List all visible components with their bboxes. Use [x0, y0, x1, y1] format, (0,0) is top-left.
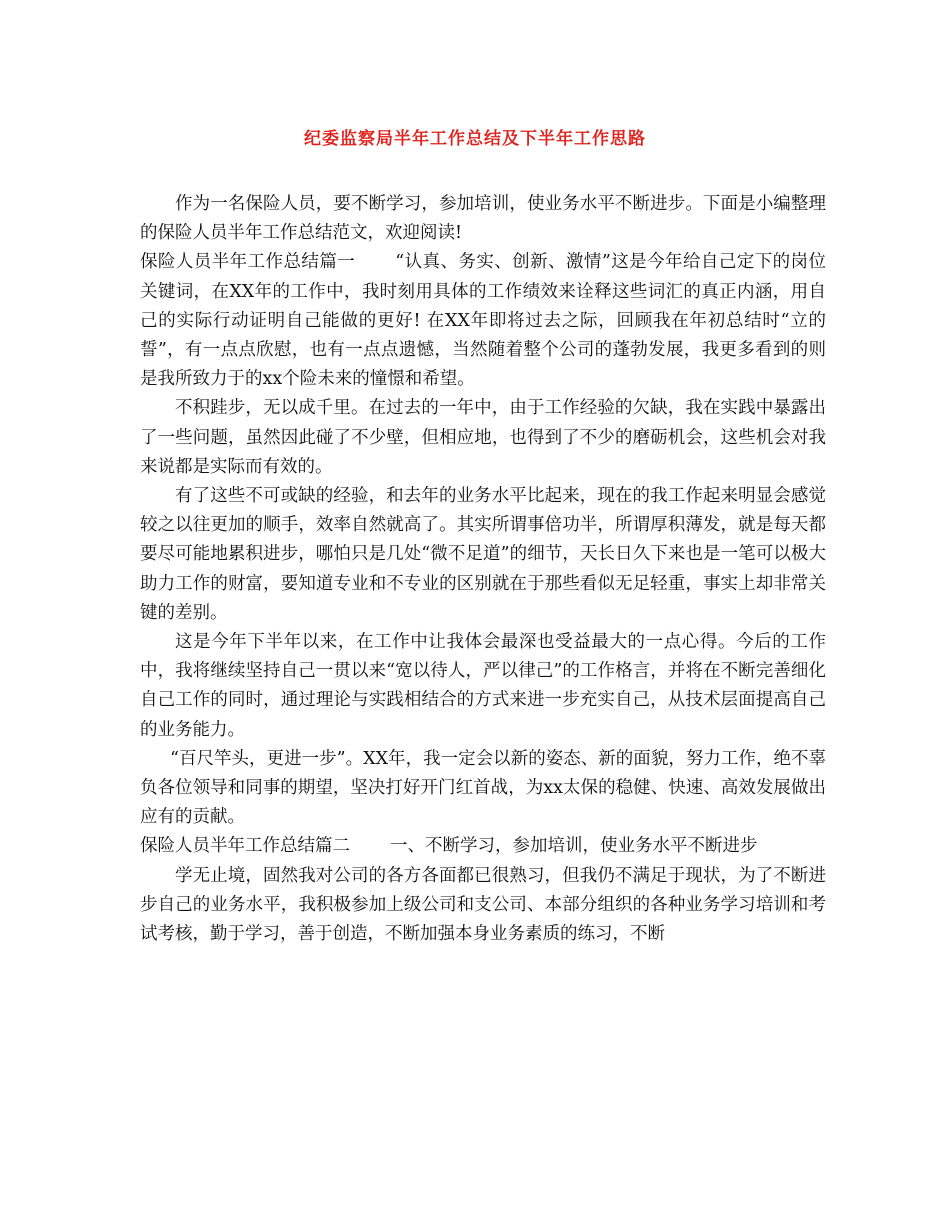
- section-2-paragraph: [140, 832, 826, 861]
- paragraph-4: 这是今年下半年以来，在工作中让我体会最深也受益最大的一点心得。今后的工作中，我将继续坚持自己一贯以来“宽以待人，严以律己”的工作格言，并将在不断完善细化自己工作的同时，通过理论与实践相结合的方式来进一步充实自己，从技术层面提高自己的业务能力。: [140, 632, 826, 740]
- document-title: 纪委监察局半年工作总结及下半年工作思路: [304, 129, 646, 149]
- document-body: [140, 190, 826, 949]
- section-2-text: 一、不断学习，参加培训，使业务水平不断进步: [390, 836, 758, 857]
- section-1-text: “认真、务实、创新、激情”这是今年给自己定下的岗位关键词，在XX年的工作中，我时刻用具体的工作绩效来诠释这些词汇的真正内涵，用自己的实际行动证明自己能做的更好! 在XX年即将过去之际，回顾我在年初总结时“立的誓”，有一点点欣慰，也有一点点遗憾，当然随着整个公司的蓬勃发展，我更多看到的则是我所致力于的xx个险未来的憧憬和希望。: [140, 252, 826, 390]
- paragraph-3: 有了这些不可或缺的经验，和去年的业务水平比起来，现在的我工作起来明显会感觉较之以往更加的顺手，效率自然就高了。其实所谓事倍功半，所谓厚积薄发，就是每天都要尽可能地累积进步，哪怕只是几处“微不足道”的细节，天长日久下来也是一笔可以极大助力工作的财富，要知道专业和不专业的区别就在于那些看似无足轻重，事实上却非常关键的差别。: [140, 486, 826, 623]
- paragraph-2: 不积跬步，无以成千里。在过去的一年中，由于工作经验的欠缺，我在实践中暴露出了一些问题，虽然因此碰了不少壁，但相应地，也得到了不少的磨砺机会，这些机会对我来说都是实际而有效的。: [140, 398, 826, 477]
- section-1-heading: 保险人员半年工作总结篇一: [140, 252, 356, 273]
- paragraph-5: “百尺竿头，更进一步”。XX年，我一定会以新的姿态、新的面貌，努力工作，绝不辜负各位领导和同事的期望，坚决打好开门红首战，为xx太保的稳健、快速、高效发展做出应有的贡献。: [140, 748, 826, 828]
- section-2-heading: 保险人员半年工作总结篇二: [140, 836, 350, 857]
- intro-paragraph: 作为一名保险人员，要不断学习，参加培训，使业务水平不断进步。下面是小编整理的保险人员半年工作总结范文，欢迎阅读!: [140, 194, 826, 244]
- paragraph-6: 学无止境，固然我对公司的各方各面都已很熟习，但我仍不满足于现状，为了不断进步自己的业务水平，我积极参加上级公司和支公司、本部分组织的各种业务学习培训和考试考核，勤于学习，善于创造，不断加强本身业务素质的练习，不断: [140, 865, 826, 945]
- section-1-paragraph: [140, 248, 826, 394]
